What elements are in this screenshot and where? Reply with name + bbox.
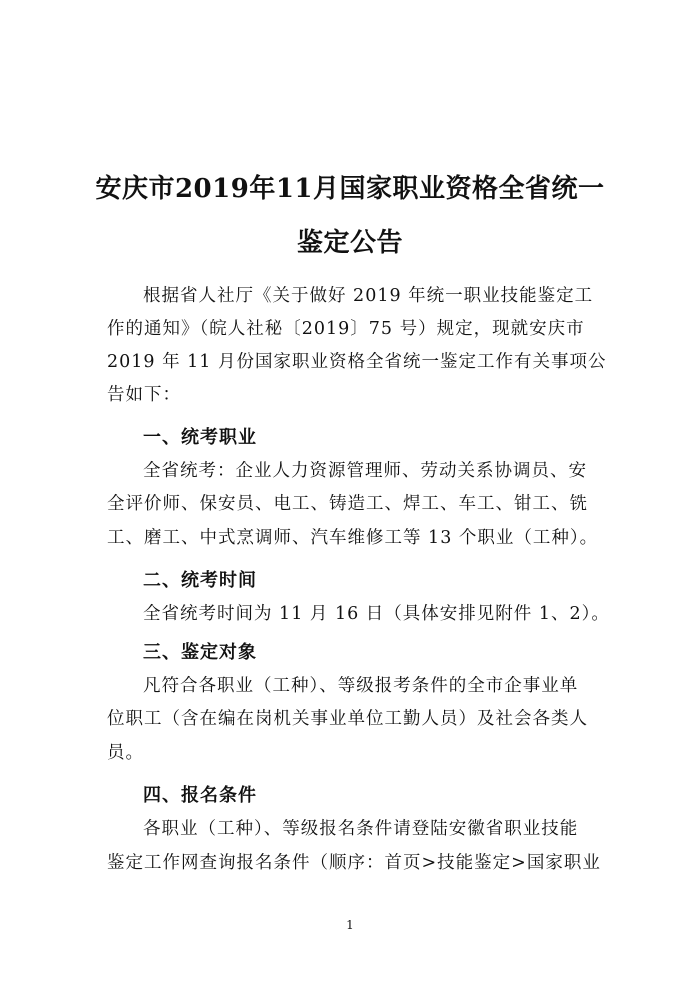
intro-line: 告如下： <box>107 385 181 405</box>
intro-line: 根据省人社厅《关于做好 2019 年统一职业技能鉴定工 <box>143 286 594 306</box>
section-line: 位职工（含在编在岗机关事业单位工勤人员）及社会各类人 <box>107 709 588 729</box>
intro-line: 2019 年 11 月份国家职业资格全省统一鉴定工作有关事项公 <box>107 352 607 372</box>
section-heading: 三、鉴定对象 <box>143 642 257 663</box>
section-heading: 二、统考时间 <box>143 570 257 591</box>
page-number: 1 <box>346 918 354 932</box>
document-title-line-2: 鉴定公告 <box>296 228 403 258</box>
section-line: 鉴定工作网查询报名条件（顺序：首页>技能鉴定>国家职业 <box>107 853 601 873</box>
document-title-line-1: 安庆市2019年11月国家职业资格全省统一 <box>95 174 605 204</box>
section-line: 工、磨工、中式烹调师、汽车维修工等 13 个职业（工种）。 <box>107 528 599 548</box>
section-line: 凡符合各职业（工种）、等级报考条件的全市企事业单 <box>143 676 579 696</box>
intro-line: 作的通知》（皖人社秘〔2019〕75 号）规定，现就安庆市 <box>107 319 585 339</box>
section-line: 员。 <box>107 743 144 763</box>
section-heading: 四、报名条件 <box>143 785 257 806</box>
section-line: 全评价师、保安员、电工、铸造工、焊工、车工、钳工、铣 <box>107 494 588 514</box>
section-line: 各职业（工种）、等级报名条件请登陆安徽省职业技能 <box>143 819 579 839</box>
section-line: 全省统考：企业人力资源管理师、劳动关系协调员、安 <box>143 461 587 481</box>
section-line: 全省统考时间为 11 月 16 日（具体安排见附件 1、2）。 <box>143 604 610 624</box>
section-heading: 一、统考职业 <box>143 427 257 448</box>
